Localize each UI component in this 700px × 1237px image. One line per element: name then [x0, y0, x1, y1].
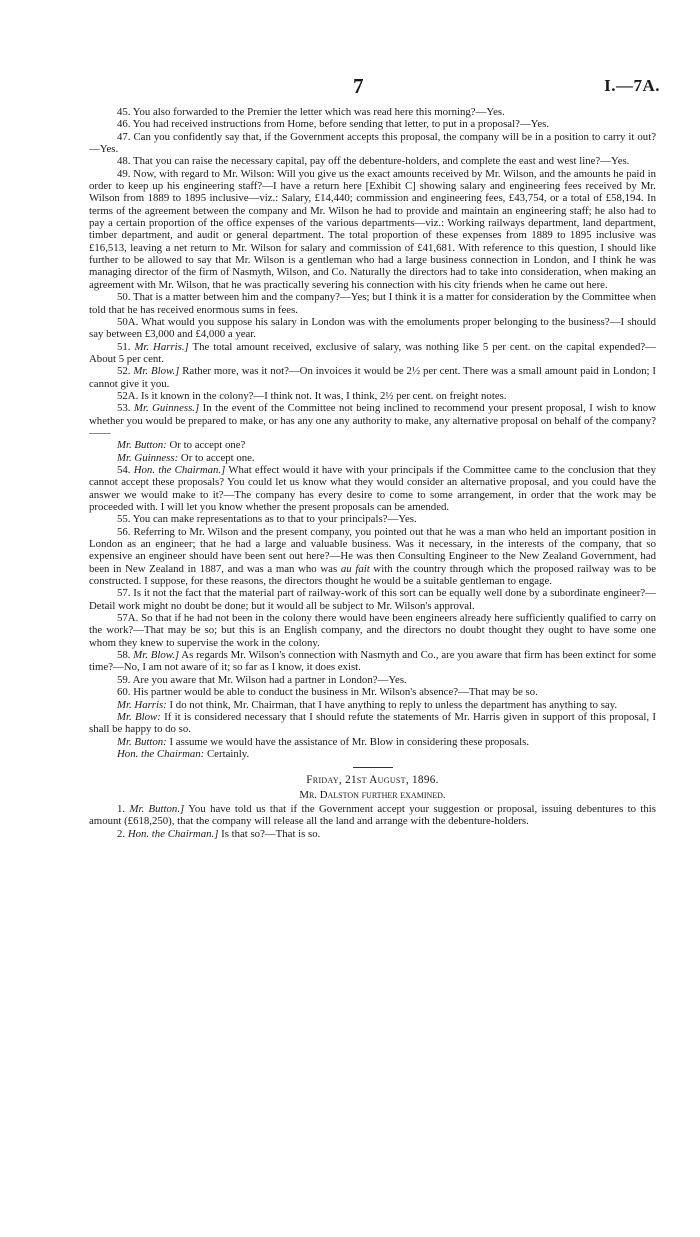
question-text: What effect would it have with your principals if the Committee came to the conclusion that they cannot accept these proposals? You could let us know what they would consider an alternative proposal, and you could have the answer we would make to it?—The company has every desire to come to some arrangement, in order that the work may be proceeded with. I will let you know whether the present proposals can be amended.	[89, 463, 657, 513]
paragraph-57a: 57A. So that if he had not been in the colony there would have been engineers already here sufficiently qualified to carry on the work?—That may be so; but this is an English company, and the directors no doubt thought they ought to have some one whom they knew to supervise the work in the colony.	[89, 612, 656, 649]
paragraph-50: 50. That is a matter between him and the company?—Yes; but I think it is a matter for consideration by the Committee when told that he has received enormous sums in fees.	[89, 291, 656, 316]
speaker: Mr. Guinness.]	[133, 402, 200, 415]
interjection-button	[89, 439, 656, 451]
speaker: Hon. the Chairman.]	[127, 827, 219, 840]
question-text: Is that so?—That is so.	[221, 827, 321, 840]
speaker: Mr. Harris.]	[134, 340, 189, 353]
paragraph-59: 59. Are you aware that Mr. Wilson had a partner in London?—Yes.	[117, 673, 407, 686]
statement-button: Mr. Button: I assume we would have the assistance of Mr. Blow in considering these proposals.	[117, 735, 530, 748]
speaker: Mr. Button:	[117, 735, 167, 748]
question-text: In the event of the Committee not being inclined to recommend your present proposal, I wish to know whether you would be prepared to make, or has any one any authority to make, any alternative proposal on behalf of the company?——	[89, 402, 657, 439]
speaker: Mr. Guinness:	[117, 451, 179, 464]
speaker: Hon. the Chairman:	[117, 747, 205, 760]
paragraph-51	[89, 341, 656, 366]
paragraph-60: 60. His partner would be able to conduct the business in Mr. Wilson's absence?—That may be so.	[117, 686, 538, 699]
paragraph-47: 47. Can you confidently say that, if the Government accepts this proposal, the company will be in a position to carry it out?—Yes.	[89, 130, 656, 156]
speaker: Mr. Button:	[117, 439, 167, 452]
question-number: 58.	[117, 649, 131, 662]
paragraph-50a: 50A. What would you suppose his salary in London was with the emoluments proper belonging to the business?—I should say between £3,000 and £4,000 a year.	[89, 315, 656, 341]
paragraph-53	[89, 402, 656, 439]
paragraph-58	[89, 649, 656, 674]
paragraph-57: 57. Is it not the fact that the material part of railway-work of this sort can be equally well done by a subordinate engineer?—Detail work might no doubt be done; but it would all be subject to Mr. Wilson's approval.	[89, 587, 656, 612]
witness-heading: Mr. Dalston further examined.	[299, 788, 446, 801]
speaker: Hon. the Chairman.]	[133, 463, 226, 476]
statement-harris: Mr. Harris: I do not think, Mr. Chairman, that I have anything to reply to unless the department has anything to say.	[117, 698, 618, 711]
question-text: You have told us that if the Government accept your suggestion or proposal, issuing debentures to this amount (£618,250), that the company will release all the land and arrange with the debenture-holders.	[89, 802, 656, 828]
speaker: Mr. Blow:	[117, 710, 161, 723]
paragraph-55: 55. You can make representations as to that to your principals?—Yes.	[117, 513, 417, 526]
paragraph-56: 56. Referring to Mr. Wilson and the present company, you pointed out that he was a man who held an important position in London as an engineer; that he had a large and valuable business. Was it necessary, in the interests of the company, that so expensive an engineer should have been sent out here?—He was then Consulting Engineer to the New Zealand Government, had been in New Zealand in 1887, and was a man who was au fait with the country through which the proposed railway was to be constructed. I suppose, for these reasons, the directors thought he would be a suitable gentleman to engage.	[89, 525, 657, 588]
paragraph-49: 49. Now, with regard to Mr. Wilson: Will you give us the exact amounts received by Mr. Wilson, and the amounts he paid in order to keep up his engineering staff?—I have a return here [Exhibit C] showing salary and engineering fees received by Mr. Wilson from 1889 to 1895 inclusive—viz.: Salary, £14,440; commission and engineering fees, £43,754, or a total of £58,194. In terms of the agreement between the company and Mr. Wilson he had to provide and maintain an engineering staff; he also had to pay a certain proportion of the office expenses of the various departments—viz.: Working railways department, land department, timber department, and audit or general department. The total proportion of these expenses from 1889 to 1895 inclusive was £16,513, leaving a net return to Mr. Wilson for salary and commission of £41,681. With reference to this question, I should like further to be allowed to say that Mr. Wilson is a gentleman who had a large business connection in London, and I think he was managing director of the firm of Nasmyth, Wilson, and Co. Naturally the directors had to take into consideration, when making an agreement with Mr. Wilson, that he was practically severing his connection with his city friends when he came out here.	[89, 167, 656, 291]
paragraph-46: 46. You had received instructions from Home, before sending that letter, to put in a proposal?—Yes.	[117, 118, 550, 131]
question-text: The total amount received, exclusive of salary, was nothing like 5 per cent. on the capital expended?—About 5 per cent.	[89, 340, 656, 365]
interjection-guinness	[89, 452, 656, 464]
question-number: 52.	[117, 365, 131, 378]
paragraph-52a: 52A. Is it known in the colony?—I think not. It was, I think, 2½ per cent. on freight notes.	[117, 389, 507, 402]
speaker: Mr. Button.]	[129, 802, 185, 815]
question-number: 53.	[117, 402, 131, 415]
section-divider	[353, 767, 393, 768]
question-1	[89, 803, 656, 828]
paragraph-54	[89, 464, 656, 513]
session-date: Friday, 21st August, 1896.	[306, 774, 439, 787]
statement-chairman: Hon. the Chairman: Certainly.	[117, 747, 250, 760]
interjection-text: Or to accept one.	[180, 451, 255, 464]
paragraph-52	[89, 365, 656, 390]
paragraph-45: 45. You also forwarded to the Premier the letter which was read here this morning?—Yes.	[117, 106, 505, 118]
speaker: Mr. Blow.]	[133, 649, 180, 662]
document-body	[89, 106, 656, 840]
speaker: Mr. Blow.]	[133, 365, 180, 378]
question-number: 1.	[117, 802, 126, 815]
question-text: As regards Mr. Wilson's connection with Nasmyth and Co., are you aware that firm has been extinct for some time?—No, I am not aware of it; so far as I know, it does exist.	[89, 649, 656, 674]
question-2	[89, 828, 656, 840]
speaker: Mr. Harris:	[117, 698, 167, 711]
question-number: 2.	[117, 827, 126, 840]
question-number: 54.	[117, 463, 131, 476]
page-number: 7	[353, 74, 364, 98]
paragraph-48: 48. That you can raise the necessary capital, pay off the debenture-holders, and complete the east and west line?—Yes.	[117, 155, 630, 168]
interjection-text: Or to accept one?	[169, 439, 246, 452]
statement-blow: Mr. Blow: If it is considered necessary that I should refute the statements of Mr. Harris given in support of this proposal, I shall be happy to do so.	[89, 710, 657, 736]
document-reference: I.—7A.	[604, 76, 660, 95]
question-number: 51.	[117, 340, 131, 353]
italic-phrase: au fait	[340, 562, 370, 575]
question-text: Rather more, was it not?—On invoices it would be 2½ per cent. There was a small amount paid in London; I cannot give it you.	[89, 365, 656, 390]
